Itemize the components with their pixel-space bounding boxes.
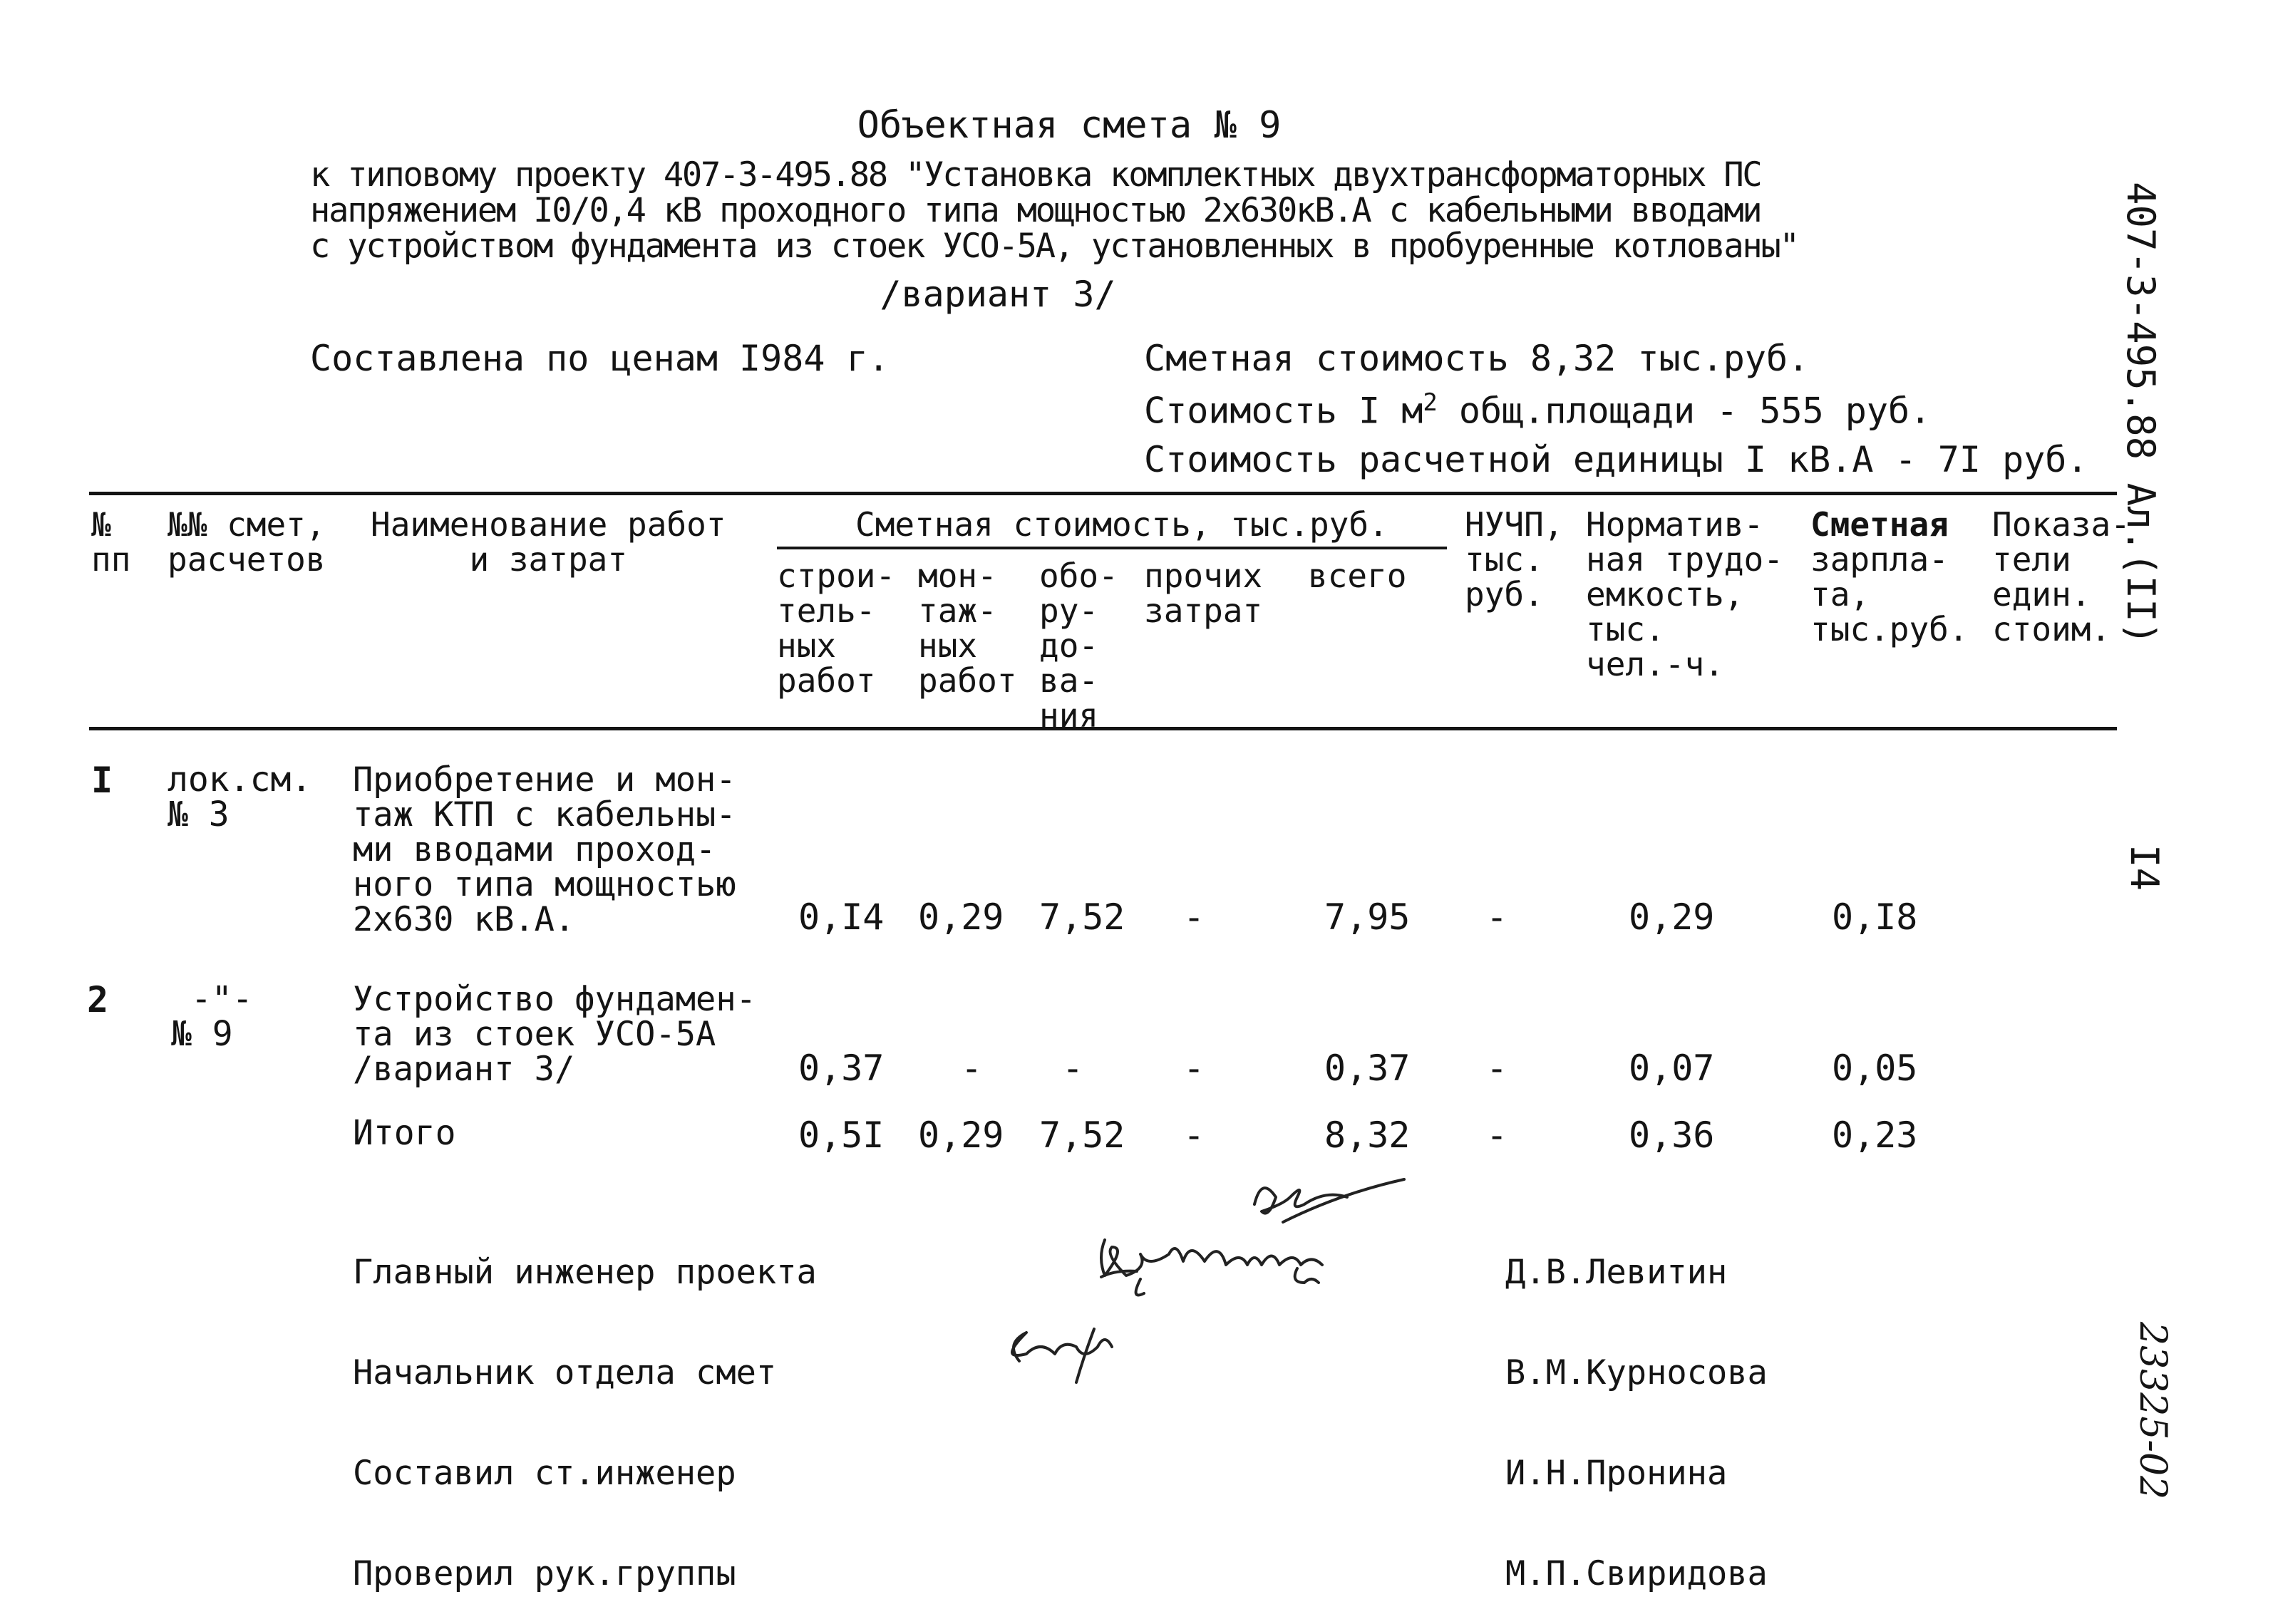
total-equip: 7,52	[1039, 1114, 1125, 1156]
row2-equip: -	[1062, 1048, 1084, 1089]
row2-nuchp: -	[1486, 1048, 1508, 1089]
header-indicators: Показа- тели един. стоим.	[1992, 505, 2130, 648]
signature-roles	[353, 1189, 817, 1624]
total-labor: 0,36	[1629, 1114, 1715, 1156]
header-mount: мон- таж- ных работ	[918, 557, 1017, 700]
header-name: Наименование работ и затрат	[371, 505, 726, 579]
prices-note: Составлена по ценам I984 г.	[310, 338, 890, 379]
row1-total: 7,95	[1324, 896, 1411, 938]
header-labor: Норматив- ная трудо- емкость, тыс. чел.-ч.	[1586, 505, 1783, 683]
header-nuchp: НУЧП, тыс. руб.	[1465, 505, 1564, 614]
row2-salary: 0,05	[1832, 1048, 1918, 1089]
header-equip: обо- ру- до- ва- ния	[1039, 557, 1118, 735]
subtitle-line-1: к типовому проекту 407-3-495.88 "Установка комплектных двухтрансформаторных ПС	[310, 155, 1761, 195]
header-calc: №№ смет, расчетов	[167, 505, 326, 579]
header-build: строи- тель- ных работ	[777, 557, 896, 700]
row1-other: -	[1183, 896, 1205, 938]
role-estimate-head: Начальник отдела смет	[353, 1353, 777, 1392]
row2-build: 0,37	[798, 1048, 885, 1089]
name-kurnosova: В.М.Курносова	[1505, 1353, 1768, 1392]
row2-total: 0,37	[1324, 1048, 1411, 1089]
row1-mount: 0,29	[918, 896, 1004, 938]
document-title: Объектная смета № 9	[857, 104, 1282, 147]
total-salary: 0,23	[1832, 1114, 1918, 1156]
handwritten-signatures	[984, 1154, 1483, 1411]
total-total: 8,32	[1324, 1114, 1411, 1156]
name-sviridova: М.П.Свиридова	[1505, 1554, 1768, 1593]
group-header-underline	[777, 547, 1447, 549]
subtitle-line-3: с устройством фундамента из стоек УСО-5А, установленных в пробуренные котлованы"	[310, 227, 1798, 266]
table-top-rule	[89, 492, 2117, 495]
role-chief-engineer: Главный инженер проекта	[353, 1253, 817, 1292]
header-num: № пп	[91, 505, 131, 579]
name-pronina: И.Н.Пронина	[1505, 1454, 1728, 1493]
cost-per-unit: Стоимость расчетной единицы I кВ.А - 7I руб.	[1144, 439, 2088, 480]
row2-other: -	[1183, 1048, 1205, 1089]
role-checked-by: Проверил рук.группы	[353, 1554, 736, 1593]
cost-per-area-rest: общ.площади - 555 руб.	[1437, 390, 1932, 432]
margin-document-code: 407-3-495.88 Ал.(II)	[2118, 182, 2163, 646]
row1-calc: лок.см. № 3	[167, 760, 312, 834]
header-total: всего	[1308, 557, 1407, 595]
cost-per-area-sup: 2	[1423, 388, 1438, 417]
total-label: Итого	[353, 1113, 456, 1153]
row2-labor: 0,07	[1629, 1048, 1715, 1089]
header-salary: Сметная зарпла- та, тыс.руб.	[1810, 505, 1969, 648]
signature-names	[1505, 1189, 1768, 1624]
cost-per-area-label: Стоимость I м	[1144, 390, 1423, 432]
row1-num: I	[91, 760, 113, 801]
margin-archive-number: 23325-02	[2131, 1322, 2174, 1500]
row2-num: 2	[87, 979, 109, 1020]
row1-name: Приобретение и мон- таж КТП с кабельны- ми вводами проход- ного типа мощностью 2х630 кВ.А.	[353, 760, 736, 939]
row2-calc: -"- № 9	[171, 979, 253, 1054]
row2-mount: -	[961, 1048, 983, 1089]
total-build: 0,5I	[798, 1114, 885, 1156]
subtitle-line-2: напряжением I0/0,4 кВ проходного типа мощностью 2х630кВ.А с кабельными вводами	[310, 191, 1761, 230]
row2-name: Устройство фундамен- та из стоек УСО-5А /вариант 3/	[353, 980, 756, 1089]
row1-equip: 7,52	[1039, 896, 1125, 938]
name-levitin: Д.В.Левитин	[1505, 1253, 1728, 1292]
row1-nuchp: -	[1486, 896, 1508, 938]
total-other: -	[1183, 1114, 1205, 1156]
role-compiled-by: Составил ст.инженер	[353, 1454, 736, 1493]
margin-page-number: I4	[2122, 844, 2167, 891]
row1-labor: 0,29	[1629, 896, 1715, 938]
row1-salary: 0,I8	[1832, 896, 1918, 938]
cost-per-area	[1144, 388, 1932, 432]
estimated-cost: Сметная стоимость 8,32 тыс.руб.	[1144, 338, 1810, 379]
row1-build: 0,I4	[798, 896, 885, 938]
total-mount: 0,29	[918, 1114, 1004, 1156]
variant-label: /вариант 3/	[880, 274, 1116, 315]
total-nuchp: -	[1486, 1114, 1508, 1156]
header-other: прочих затрат	[1144, 557, 1263, 630]
header-group-cost: Сметная стоимость, тыс.руб.	[855, 505, 1388, 544]
